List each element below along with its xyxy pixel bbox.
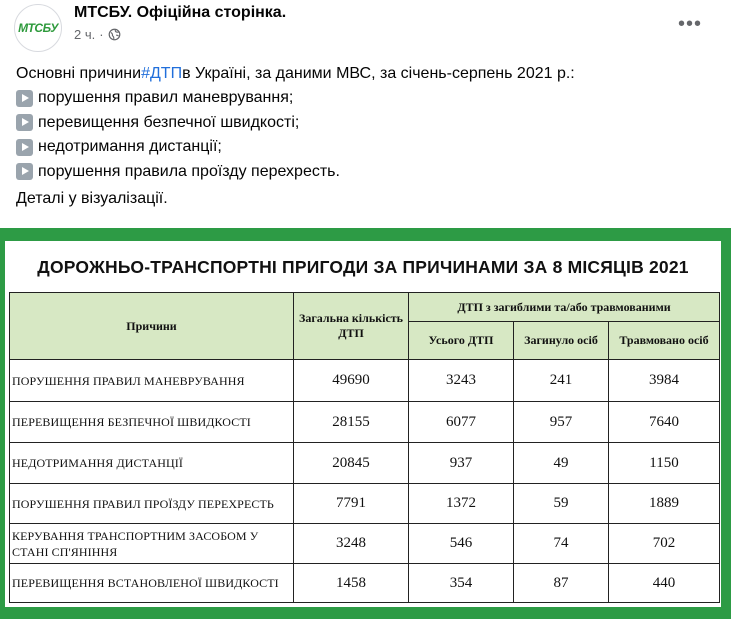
total-cell: 28155 bbox=[294, 402, 409, 443]
header-all: Усього ДТП bbox=[409, 322, 514, 360]
infographic-image[interactable] bbox=[0, 228, 731, 619]
table-row bbox=[10, 484, 720, 524]
play-button-icon bbox=[16, 139, 33, 156]
killed-cell: 49 bbox=[514, 443, 609, 484]
avatar-logo-text: МТСБУ bbox=[18, 21, 58, 35]
infographic-panel bbox=[5, 241, 721, 607]
bullet-item bbox=[16, 86, 716, 110]
intro-text-start: Основні причини bbox=[16, 65, 142, 82]
header-injured: Травмовано осіб bbox=[609, 322, 720, 360]
more-options-icon[interactable]: ••• bbox=[677, 12, 702, 35]
bullet-text: недотримання дистанції; bbox=[38, 138, 222, 156]
injured-cell: 7640 bbox=[609, 402, 720, 443]
bullet-text: перевищення безпечної швидкості; bbox=[38, 113, 300, 131]
page-name-link[interactable]: МТСБУ. Офіційна сторінка. bbox=[74, 4, 287, 21]
killed-cell: 957 bbox=[514, 402, 609, 443]
injured-cell: 1150 bbox=[609, 443, 720, 484]
killed-cell: 59 bbox=[514, 484, 609, 524]
post-body bbox=[16, 62, 716, 184]
table-row bbox=[10, 360, 720, 402]
all-cell: 3243 bbox=[409, 360, 514, 402]
infographic-title: ДОРОЖНЬО-ТРАНСПОРТНІ ПРИГОДИ ЗА ПРИЧИНАМИ ЗА 8 МІСЯЦІВ 2021 bbox=[37, 257, 689, 277]
total-cell: 3248 bbox=[294, 524, 409, 564]
post-intro bbox=[16, 62, 716, 86]
post-meta bbox=[74, 27, 121, 42]
header-total: Загальна кількість ДТП bbox=[294, 293, 409, 360]
total-cell: 7791 bbox=[294, 484, 409, 524]
injured-cell: 702 bbox=[609, 524, 720, 564]
bullet-item bbox=[16, 135, 716, 159]
killed-cell: 241 bbox=[514, 360, 609, 402]
table-header-row bbox=[10, 293, 720, 322]
all-cell: 354 bbox=[409, 564, 514, 603]
page-avatar[interactable] bbox=[14, 4, 62, 52]
cause-cell: ПЕРЕВИЩЕННЯ ВСТАНОВЛЕНОЇ ШВИДКОСТІ bbox=[10, 564, 294, 603]
bullet-item bbox=[16, 111, 716, 135]
table-row bbox=[10, 443, 720, 484]
table-row bbox=[10, 564, 720, 603]
killed-cell: 87 bbox=[514, 564, 609, 603]
hashtag-link[interactable]: #ДТП bbox=[141, 65, 183, 82]
all-cell: 546 bbox=[409, 524, 514, 564]
all-cell: 6077 bbox=[409, 402, 514, 443]
bullet-text: порушення правил маневрування; bbox=[38, 89, 294, 107]
post-header bbox=[0, 0, 731, 56]
header-killed: Загинуло осіб bbox=[514, 322, 609, 360]
all-cell: 1372 bbox=[409, 484, 514, 524]
table-row bbox=[10, 402, 720, 443]
intro-text-end: в Україні, за даними МВС, за січень-серпень 2021 р.: bbox=[182, 65, 575, 82]
bullet-item bbox=[16, 160, 716, 184]
globe-icon[interactable] bbox=[108, 28, 121, 41]
play-button-icon bbox=[16, 163, 33, 180]
meta-separator: · bbox=[99, 27, 104, 42]
bullet-text: порушення правила проїзду перехресть. bbox=[38, 162, 340, 180]
total-cell: 20845 bbox=[294, 443, 409, 484]
details-text: Деталі у візуалізації. bbox=[16, 190, 168, 207]
header-causes: Причини bbox=[10, 293, 294, 360]
post-timestamp[interactable]: 2 ч. bbox=[74, 27, 96, 42]
total-cell: 49690 bbox=[294, 360, 409, 402]
injured-cell: 1889 bbox=[609, 484, 720, 524]
injured-cell: 3984 bbox=[609, 360, 720, 402]
all-cell: 937 bbox=[409, 443, 514, 484]
header-group: ДТП з загиблими та/або травмованими bbox=[409, 293, 720, 322]
total-cell: 1458 bbox=[294, 564, 409, 603]
cause-cell: КЕРУВАННЯ ТРАНСПОРТНИМ ЗАСОБОМ У СТАНІ СП'ЯНІННЯ bbox=[10, 524, 294, 564]
accident-stats-table bbox=[9, 292, 720, 603]
cause-cell: НЕДОТРИМАННЯ ДИСТАНЦІЇ bbox=[10, 443, 294, 484]
cause-cell: ПОРУШЕННЯ ПРАВИЛ ПРОЇЗДУ ПЕРЕХРЕСТЬ bbox=[10, 484, 294, 524]
play-button-icon bbox=[16, 114, 33, 131]
cause-cell: ПЕРЕВИЩЕННЯ БЕЗПЕЧНОЇ ШВИДКОСТІ bbox=[10, 402, 294, 443]
table-row bbox=[10, 524, 720, 564]
play-button-icon bbox=[16, 90, 33, 107]
injured-cell: 440 bbox=[609, 564, 720, 603]
killed-cell: 74 bbox=[514, 524, 609, 564]
cause-cell: ПОРУШЕННЯ ПРАВИЛ МАНЕВРУВАННЯ bbox=[10, 360, 294, 402]
